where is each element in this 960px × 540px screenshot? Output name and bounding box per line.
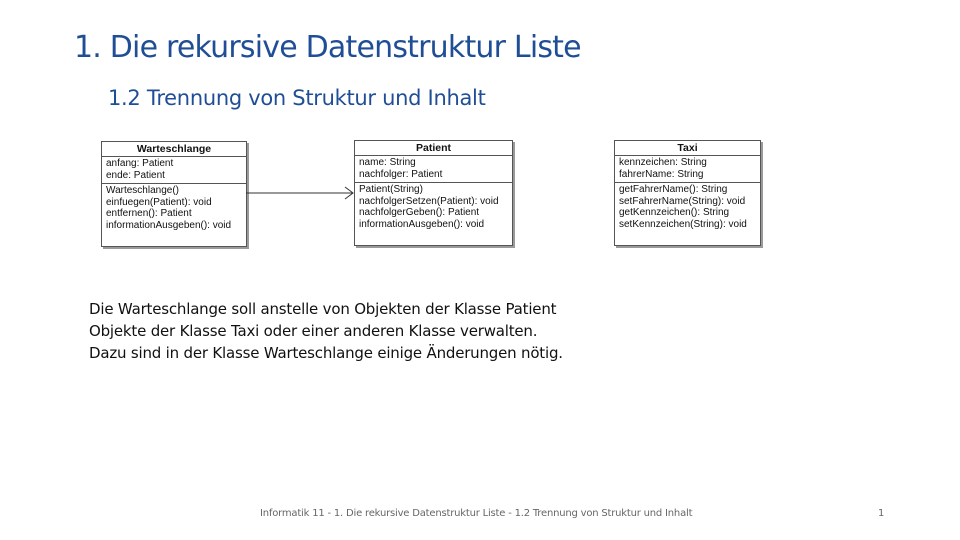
body-line: Die Warteschlange soll anstelle von Objekten der Klasse Patient (89, 300, 557, 318)
uml-attribute: name: String (359, 157, 416, 168)
uml-attributes (615, 156, 760, 183)
uml-attribute: anfang: Patient (106, 158, 174, 169)
body-line: Dazu sind in der Klasse Warteschlange einige Änderungen nötig. (89, 344, 563, 362)
uml-method: Warteschlange() (106, 185, 179, 196)
body-line: Objekte der Klasse Taxi oder einer anderen Klasse verwalten. (89, 322, 538, 340)
uml-class-patient (354, 140, 513, 246)
page-number: 1 (878, 508, 885, 519)
uml-method: informationAusgeben(): void (106, 219, 232, 231)
uml-methods (615, 183, 760, 232)
uml-method: Patient(String) (359, 184, 423, 195)
uml-class-name: Patient (355, 141, 512, 156)
body-text (89, 298, 563, 364)
slide-footer: Informatik 11 - 1. Die rekursive Datenstruktur Liste - 1.2 Trennung von Struktur und Inhalt (260, 508, 693, 519)
slide-title: 1. Die rekursive Datenstruktur Liste (74, 30, 581, 65)
uml-method: informationAusgeben(): void (359, 218, 485, 230)
uml-method: setFahrerName(String): void (619, 195, 746, 207)
uml-attribute: ende: Patient (106, 169, 165, 181)
uml-attribute: kennzeichen: String (619, 157, 707, 168)
uml-method: nachfolgerSetzen(Patient): void (359, 195, 499, 207)
slide-subtitle: 1.2 Trennung von Struktur und Inhalt (108, 86, 486, 110)
uml-attributes (355, 156, 512, 183)
uml-method: getFahrerName(): String (619, 184, 728, 195)
uml-method: setKennzeichen(String): void (619, 218, 747, 230)
uml-method: entfernen(): Patient (106, 208, 192, 219)
uml-method: einfuegen(Patient): void (106, 196, 212, 208)
uml-attribute: nachfolger: Patient (359, 168, 443, 180)
uml-class-taxi (614, 140, 761, 246)
uml-methods (355, 183, 512, 232)
uml-method: getKennzeichen(): String (619, 207, 730, 218)
uml-method: nachfolgerGeben(): Patient (359, 207, 480, 218)
uml-class-name: Warteschlange (102, 142, 246, 157)
uml-class-name: Taxi (615, 141, 760, 156)
uml-attribute: fahrerName: String (619, 168, 704, 180)
